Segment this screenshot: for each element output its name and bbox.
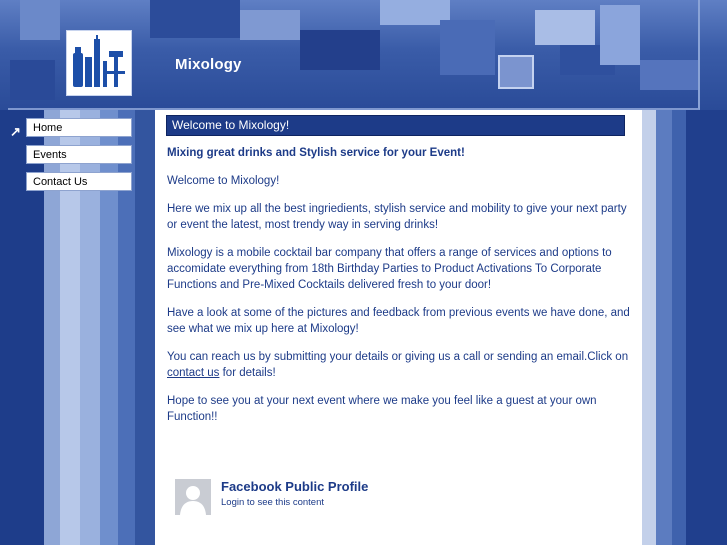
content-body	[167, 145, 637, 437]
paragraph: Here we mix up all the best ingriedients, stylish service and mobility to give your next party or event the latest, most trendy way in serving drinks!	[167, 203, 627, 231]
nav-item-contact-us[interactable]: Contact Us	[26, 172, 132, 191]
intro-tagline: Mixing great drinks and Stylish service for your Event!	[167, 147, 465, 159]
nav-item-events[interactable]: Events	[26, 145, 132, 164]
nav-item-home[interactable]: Home	[26, 118, 132, 137]
main-nav	[26, 118, 136, 199]
contact-paragraph	[167, 349, 637, 381]
contact-text-post: for details!	[219, 367, 276, 379]
paragraph: Have a look at some of the pictures and feedback from previous events we have done, and see what we mix up here at Mixology!	[167, 307, 630, 335]
arrow-up-right-icon: ↗	[10, 124, 21, 139]
bar-tools-logo-icon	[67, 31, 131, 95]
closing-paragraph: Hope to see you at your next event where we make you feel like a guest at your own Function!!	[167, 395, 597, 423]
site-title: Mixology	[175, 56, 242, 73]
right-decoration	[642, 110, 727, 545]
paragraph: Mixology is a mobile cocktail bar company that offers a range of services and options to accomidate everything from 18th Birthday Parties to Product Activations To Corporate Functions and Pre-Mixed Cocktails delivered fresh to your door!	[167, 247, 612, 291]
site-header	[0, 0, 727, 110]
facebook-login-note: Login to see this content	[221, 497, 324, 508]
main-content	[155, 110, 642, 545]
paragraph: Welcome to Mixology!	[167, 175, 280, 187]
facebook-widget	[175, 479, 475, 519]
facebook-profile-link[interactable]: Facebook Public Profile	[221, 479, 369, 494]
default-profile-icon	[175, 479, 211, 515]
logo[interactable]	[66, 30, 132, 96]
contact-text-pre: You can reach us by submitting your details or giving us a call or sending an email.Click on	[167, 351, 629, 363]
page-heading: Welcome to Mixology!	[166, 115, 625, 136]
contact-us-link[interactable]: contact us	[167, 367, 220, 379]
